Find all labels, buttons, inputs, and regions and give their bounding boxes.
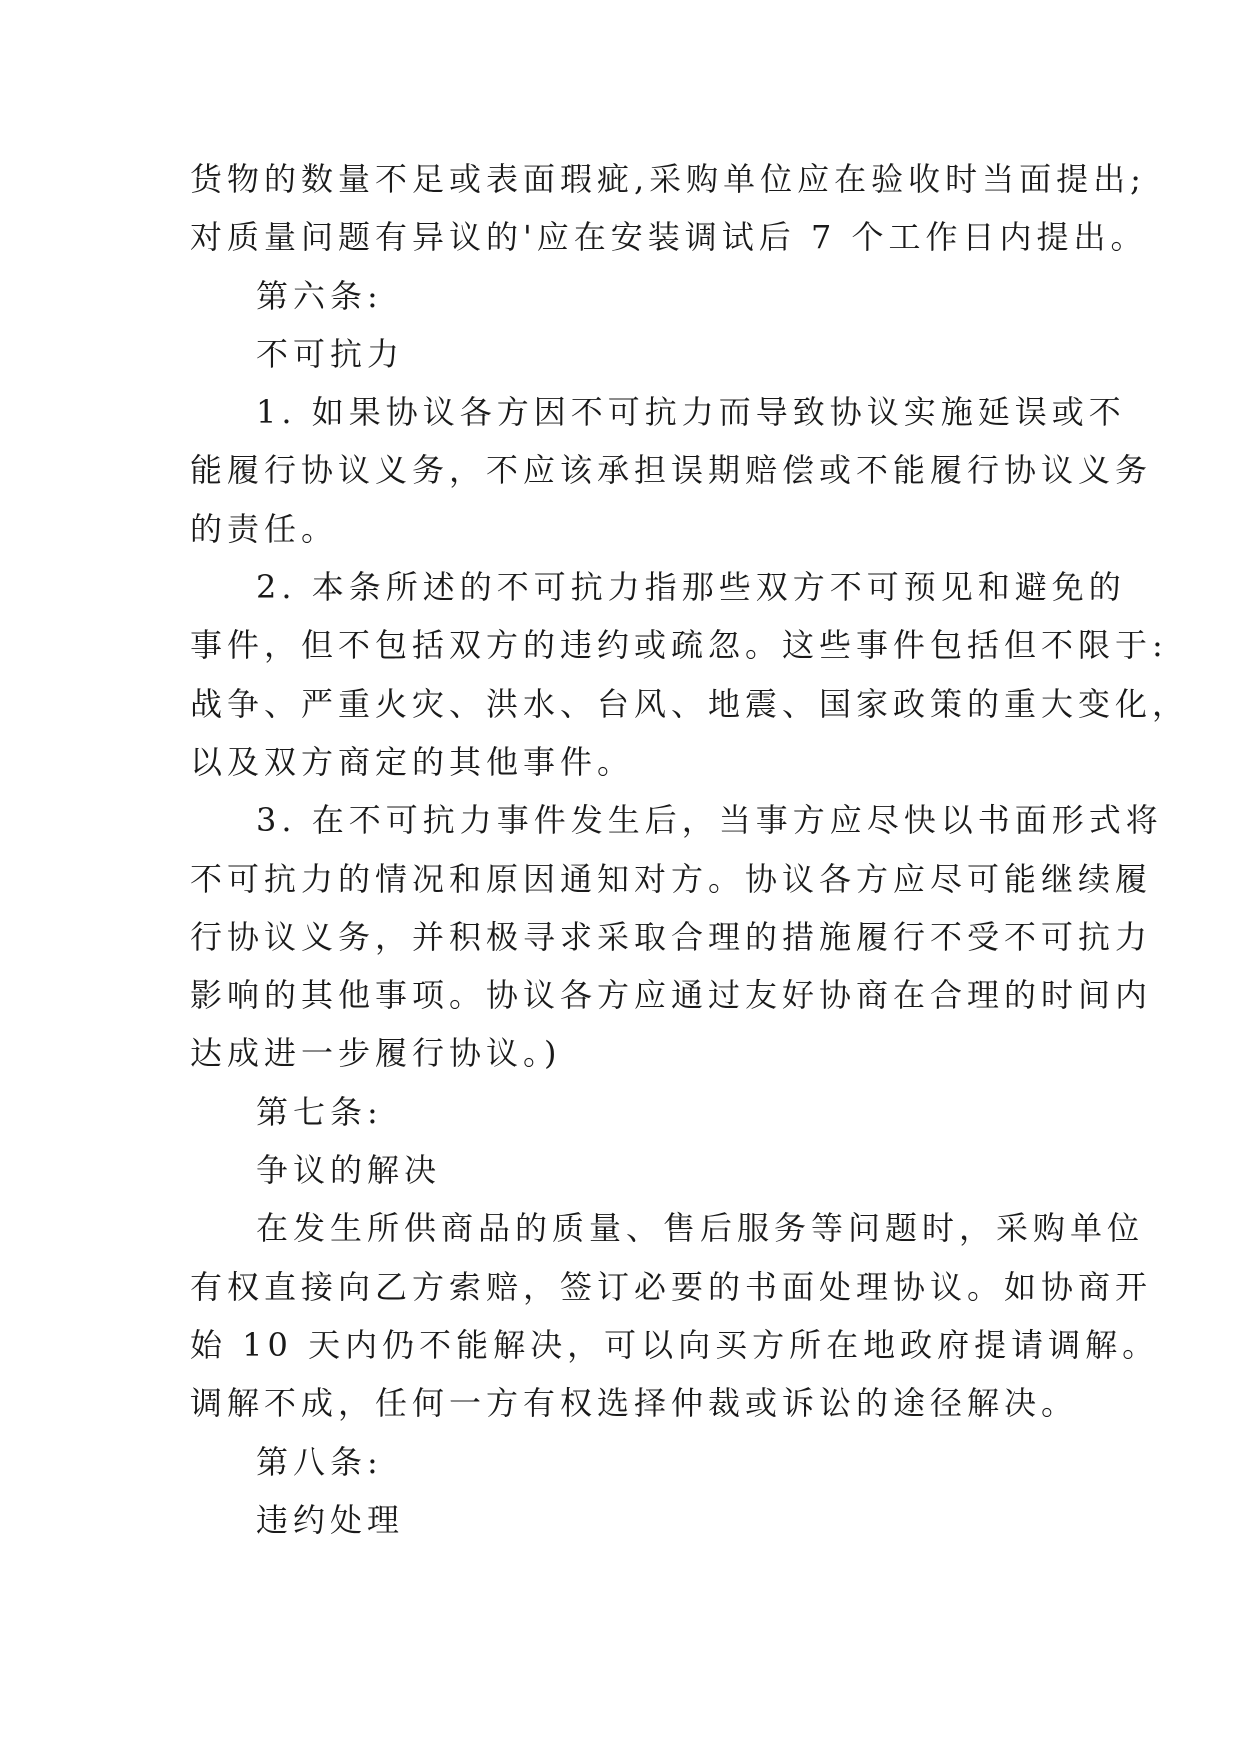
text-line: 不可抗力的情况和原因通知对方。协议各方应尽可能继续履 bbox=[190, 859, 1153, 898]
text-line: 以及双方商定的其他事件。 bbox=[190, 742, 635, 781]
text-line: 在发生所供商品的质量、售后服务等问题时，采购单位 bbox=[256, 1209, 1145, 1248]
text-line: 事件，但不包括双方的违约或疏忽。这些事件包括但不限于: bbox=[190, 626, 1168, 665]
text-line: 调解不成，任何一方有权选择仲裁或诉讼的途径解决。 bbox=[190, 1384, 1079, 1423]
text-line: 货物的数量不足或表面瑕疵,采购单位应在验收时当面提出; bbox=[190, 160, 1146, 198]
text-line: 1. 如果协议各方因不可抗力而导致协议实施延误或不 bbox=[256, 393, 1126, 432]
text-line: 达成进一步履行协议。) bbox=[190, 1034, 562, 1073]
text-line: 不可抗力 bbox=[256, 334, 405, 373]
text-line: 的责任。 bbox=[190, 509, 339, 548]
text-line: 始 10 天内仍不能解决，可以向买方所在地政府提请调解。 bbox=[190, 1325, 1160, 1364]
text-line: 影响的其他事项。协议各方应通过友好协商在合理的时间内 bbox=[190, 976, 1153, 1015]
text-line: 能履行协议义务，不应该承担误期赔偿或不能履行协议义务 bbox=[190, 451, 1153, 490]
text-line: 有权直接向乙方索赔，签订必要的书面处理协议。如协商开 bbox=[190, 1267, 1153, 1306]
text-line: 第七条: bbox=[256, 1092, 383, 1131]
text-line: 违约处理 bbox=[256, 1500, 405, 1539]
text-line: 3. 在不可抗力事件发生后，当事方应尽快以书面形式将 bbox=[256, 801, 1163, 840]
text-line: 第八条: bbox=[256, 1442, 383, 1481]
text-line: 行协议义务，并积极寻求采取合理的措施履行不受不可抗力 bbox=[190, 917, 1153, 956]
text-line: 第六条: bbox=[256, 276, 383, 315]
text-line: 对质量问题有异议的'应在安装调试后 7 个工作日内提出。 bbox=[190, 218, 1148, 257]
text-line: 争议的解决 bbox=[256, 1151, 442, 1190]
text-line: 2. 本条所述的不可抗力指那些双方不可预见和避免的 bbox=[256, 568, 1126, 607]
document-body bbox=[190, 150, 1190, 1549]
text-line: 战争、严重火灾、洪水、台风、地震、国家政策的重大变化， bbox=[190, 684, 1190, 723]
